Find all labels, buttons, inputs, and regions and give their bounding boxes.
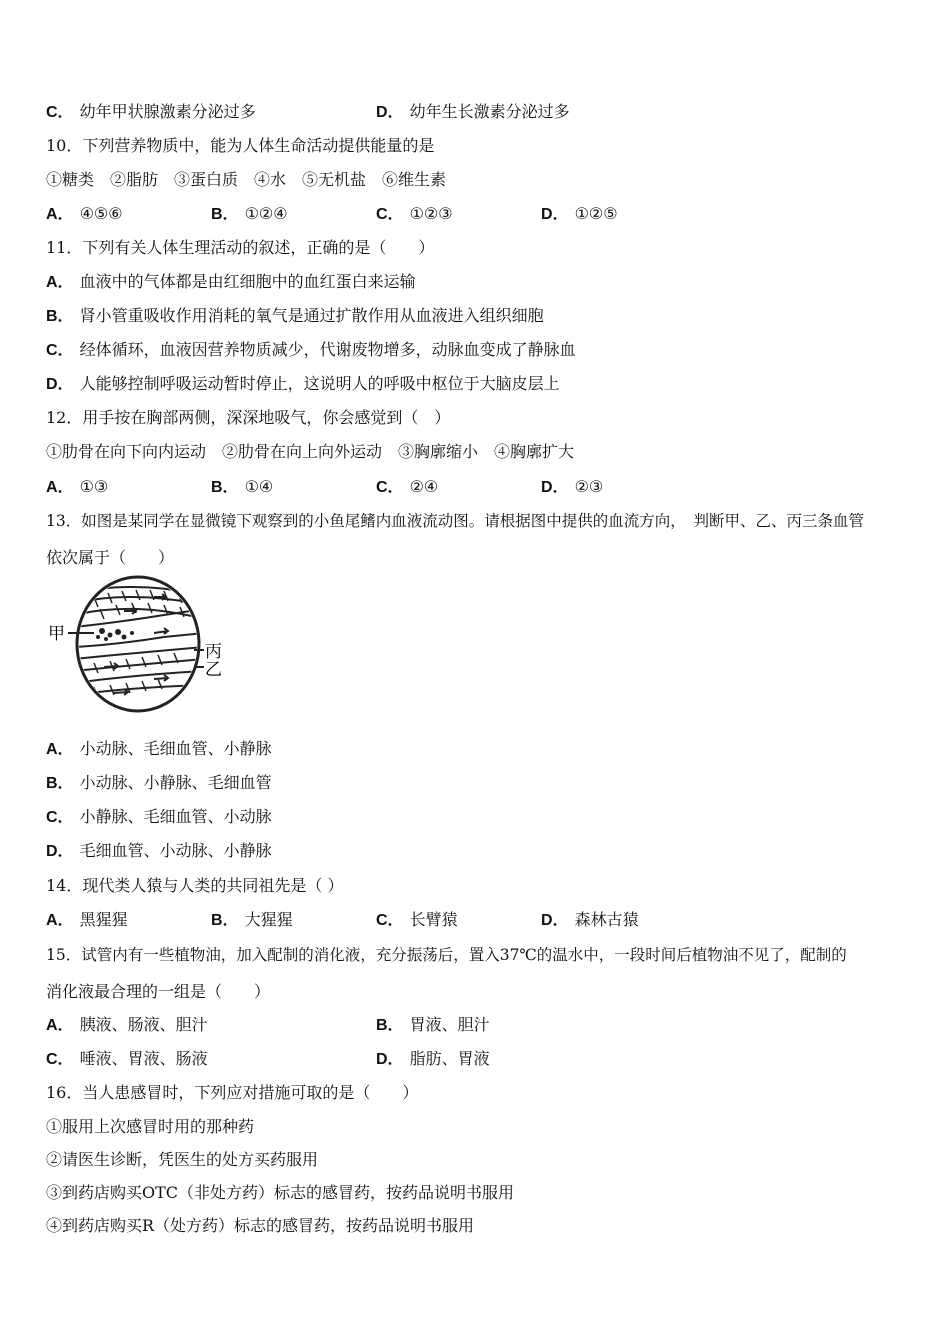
q14-option-a: A． 黑猩猩 [46,910,128,929]
q12-stem: 12．用手按在胸部两侧，深深地吸气，你会感觉到（ ） [46,408,451,427]
q16-item-2: ②请医生诊断，凭医生的处方买药服用 [46,1150,319,1169]
q14-option-d: D． 森林古猿 [541,910,639,929]
q10-stem: 10．下列营养物质中，能为人体生命活动提供能量的是 [46,136,435,155]
q11-option-b: B． 肾小管重吸收作用消耗的氧气是通过扩散作用从血液进入组织细胞 [46,306,544,325]
q13-option-b: B． 小动脉、小静脉、毛细血管 [46,773,272,792]
label-jia: 甲 [48,624,65,644]
q9-option-c: C． 幼年甲状腺激素分泌过多 [46,102,256,121]
fish-tail-blood-flow-figure [44,575,224,719]
q14-stem: 14．现代类人猿与人类的共同祖先是（ ） [46,876,344,895]
q15-option-a: A． 胰液、肠液、胆汁 [46,1015,208,1034]
q15-stem-line1: 15．试管内有一些植物油，加入配制的消化液，充分振荡后，置入37℃的温水中，一段时间后植物油不见了，配制的 [46,946,847,964]
q13-option-a: A． 小动脉、毛细血管、小静脉 [46,739,272,758]
q11-option-d: D． 人能够控制呼吸运动暂时停止，这说明人的呼吸中枢位于大脑皮层上 [46,374,560,393]
q11-stem: 11．下列有关人体生理活动的叙述，正确的是（ ） [46,238,435,257]
label-bing: 丙 [205,642,222,662]
q16-item-3: ③到药店购买OTC（非处方药）标志的感冒药，按药品说明书服用 [46,1183,515,1202]
q14-option-c: C． 长臂猿 [376,910,458,929]
q13-option-d: D． 毛细血管、小动脉、小静脉 [46,841,272,860]
q12-option-d: D． ②③ [541,477,604,496]
label-yi: 乙 [205,660,222,680]
q10-option-b: B． ①②④ [211,204,288,223]
q15-option-b: B． 胃液、胆汁 [376,1015,490,1034]
q12-items: ①肋骨在向下向内运动 ②肋骨在向上向外运动 ③胸廓缩小 ④胸廓扩大 [46,442,575,461]
q10-items: ①糖类 ②脂肪 ③蛋白质 ④水 ⑤无机盐 ⑥维生素 [46,170,447,189]
q11-option-a: A． 血液中的气体都是由红细胞中的血红蛋白来运输 [46,272,416,291]
q13-stem-line2: 依次属于（ ） [46,548,175,567]
q14-option-b: B． 大猩猩 [211,910,293,929]
q16-stem: 16．当人患感冒时，下列应对措施可取的是（ ） [46,1083,419,1102]
q10-option-a: A． ④⑤⑥ [46,204,123,223]
q13-stem-line1: 13．如图是某同学在显微镜下观察到的小鱼尾鳍内血液流动图。请根据图中提供的血流方向， 判断甲、乙、丙三条血管 [46,512,864,530]
q11-option-c: C． 经体循环，血液因营养物质减少，代谢废物增多，动脉血变成了静脉血 [46,340,576,359]
q15-option-d: D． 脂肪、胃液 [376,1049,490,1068]
q12-option-b: B． ①④ [211,477,274,496]
q10-option-c: C． ①②③ [376,204,453,223]
q12-option-a: A． ①③ [46,477,109,496]
q12-option-c: C． ②④ [376,477,439,496]
q10-option-d: D． ①②⑤ [541,204,618,223]
q16-item-1: ①服用上次感冒时用的那种药 [46,1117,255,1136]
q9-option-d: D． 幼年生长激素分泌过多 [376,102,570,121]
q16-item-4: ④到药店购买R（处方药）标志的感冒药，按药品说明书服用 [46,1216,475,1235]
q15-option-c: C． 唾液、胃液、肠液 [46,1049,208,1068]
q15-stem-line2: 消化液最合理的一组是（ ） [46,982,271,1001]
q13-option-c: C． 小静脉、毛细血管、小动脉 [46,807,272,826]
